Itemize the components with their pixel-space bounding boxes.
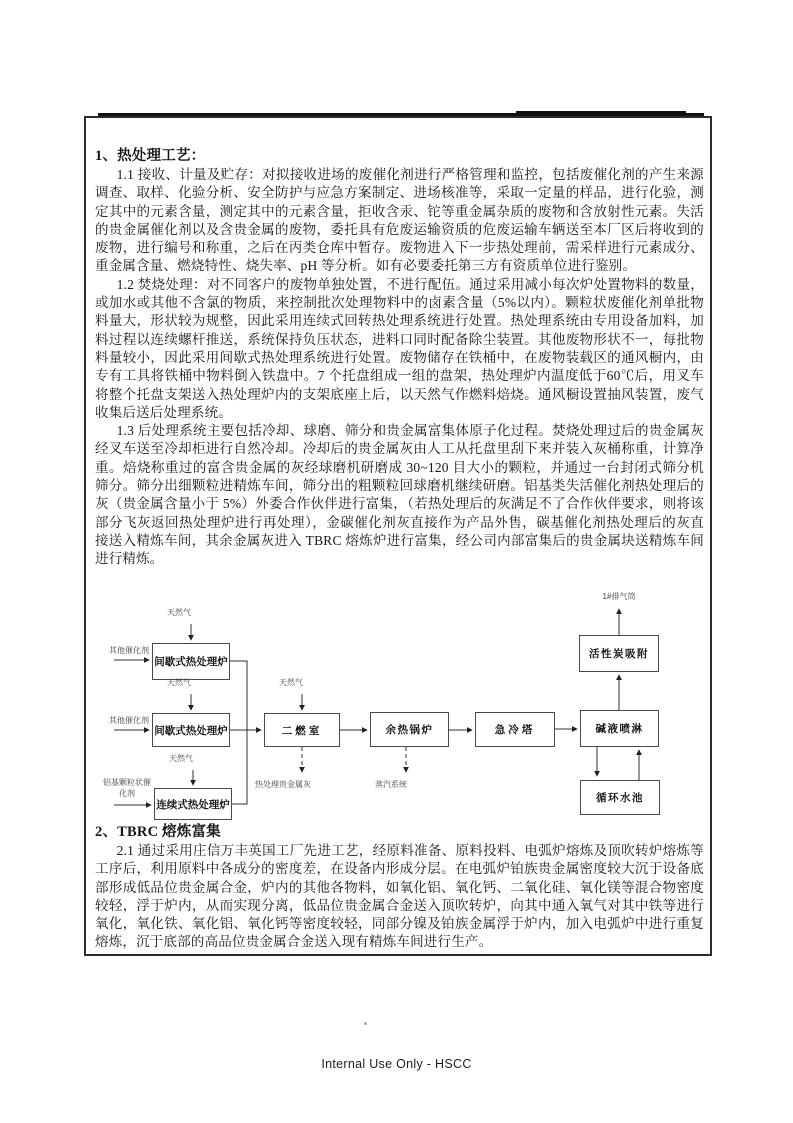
label-steam-system: 蒸汽系统 xyxy=(375,780,407,789)
node-continuous-furnace: 连续式热处理炉 xyxy=(154,788,232,820)
node-batch-furnace-2: 间歇式热处理炉 xyxy=(152,713,230,747)
scan-artifact-top-line-2 xyxy=(516,111,686,114)
label-natural-gas-3: 天然气 xyxy=(169,754,193,763)
label-heat-treated-precious-metal-ash: 热处理贵金属灰 xyxy=(255,780,311,789)
section-2 xyxy=(95,822,704,952)
label-aluminum-based-catalyst: 铝基颗粒状催化剂 xyxy=(103,778,151,798)
paragraph-1-1: 1.1 接收、计量及贮存：对拟接收进场的废催化剂进行严格管理和监控，包括废催化剂的产生来源调查、取样、化验分析、安全防护与应急方案制定、进场核准等，采取一定量的样品，进行化验，测定其中的元素含量，测定其中的元素含量，拒收含汞、铊等重金属杂质的废物和含放射性元素。失活的贵金属催化剂以及含贵金属的废物，委托具有危废运输资质的危废运输车辆送至本厂区后将收到的废物，进行编号和称重，之后在丙类仓库中暂存。废物进入下一步热处理前，需采样进行元素成分、重金属含量、燃烧特性、烧失率、pH 等分析。如有必要委托第三方有资质单位进行鉴别。 xyxy=(95,167,704,274)
section-1-heading: 1、热处理工艺： xyxy=(95,148,206,164)
node-secondary-combustion-chamber: 二燃室 xyxy=(264,713,340,747)
section-2-heading: 2、TBRC 熔炼富集 xyxy=(95,824,221,840)
footer-text: Internal Use Only - HSCC xyxy=(321,1057,472,1071)
node-quench-tower: 急冷塔 xyxy=(475,712,555,747)
label-natural-gas-2: 天然气 xyxy=(167,678,191,687)
label-other-catalyst-2: 其他催化剂 xyxy=(109,716,149,725)
node-activated-carbon-adsorption: 活性炭吸附 xyxy=(579,635,659,672)
node-waste-heat-boiler: 余热锅炉 xyxy=(370,712,449,747)
node-batch-furnace-1: 间歇式热处理炉 xyxy=(152,643,230,680)
paragraph-1-2: 1.2 焚烧处理：对不同客户的废物单独处置，不进行配伍。通过采用减小每次炉处置物料的数量，或加水或其他不含氯的物质，来控制批次处理物料中的卤素含量（5%以内）。颗粒状废催化剂单批物料量大，形状较为规整，因此采用连续式回转热处理系统进行处置。热处理系统由专用设备加料，加料过程以连续螺杆推送，系统保持负压状态，进料口同时配备除尘装置。其他废物形状不一，每批物料量较小，因此采用间歇式热处理系统进行处置。废物储存在铁桶中，在废物装载区的通风橱内，由专有工具将铁桶中物料倒入铁盘中。7 个托盘组成一组的盘架，热处理炉内温度低于60℃后，用叉车将整个托盘支架送入热处理炉内的支架底座上后，以天然气作燃料焙烧。通风橱设置抽风装置，废气收集后送后处理系统。 xyxy=(95,276,704,420)
paragraph-1-3: 1.3 后处理系统主要包括冷却、球磨、筛分和贵金属富集体原子化过程。焚烧处理过后的贵金属灰经叉车送至冷却柜进行自然冷却。冷却后的贵金属灰由人工从托盘里刮下来并装入灰桶称重，计算净重。焙烧称重过的富含贵金属的灰经球磨机研磨成 30~120 目大小的颗粒，并通过一台封闭式筛分机筛分。筛分出细颗粒进精炼车间，筛分出的粗颗粒回球磨机继续研磨。铝基类失活催化剂热处理后的灰（贵金属含量小于 5%）外委合作伙伴进行富集，（若热处理后的灰满足不了合作伙伴要求，则将该部分飞灰返回热处理炉进行再处理），金碳催化剂灰直接作为产品外售，碳基催化剂热处理后的灰直接送入精炼车间，其余金属灰进入 TBRC 熔炼炉进行富集，经公司内部富集后的贵金属块送精炼车间进行精炼。 xyxy=(95,423,704,567)
table-cell-border xyxy=(84,116,712,956)
label-exhaust-stack: 1#排气筒 xyxy=(602,592,636,601)
process-flow-diagram xyxy=(88,588,711,838)
label-natural-gas-1: 天然气 xyxy=(167,608,191,617)
label-other-catalyst-1: 其他催化剂 xyxy=(109,646,149,655)
scan-speck xyxy=(364,1022,367,1025)
node-circulating-water-pool: 循环水池 xyxy=(580,780,660,815)
paragraph-2-1: 2.1 通过采用庄信万丰英国工厂先进工艺，经原料准备、原料投料、电弧炉熔炼及顶吹转炉熔炼等工序后，利用原料中各成分的密度差，在设备内形成分层。在电弧炉铂族贵金属密度较大沉于设备底部形成低品位贵金属合金，炉内的其他各物料，如氧化铝、氧化钙、二氧化硅、氧化镁等混合物密度较轻，浮于炉内，从而实现分离，低品位贵金属合金送入顶吹转炉，向其中通入氧气对其中铁等进行氧化，氧化铁、氧化铝、氧化钙等密度较轻，同部分镍及铂族金属浮于炉内，加入电弧炉中进行重复熔炼，沉于底部的高品位贵金属合金送入现有精炼车间进行生产。 xyxy=(95,843,704,950)
section-1 xyxy=(95,146,704,569)
node-alkali-spray: 碱液喷淋 xyxy=(580,710,659,747)
label-natural-gas-4: 天然气 xyxy=(279,678,303,687)
